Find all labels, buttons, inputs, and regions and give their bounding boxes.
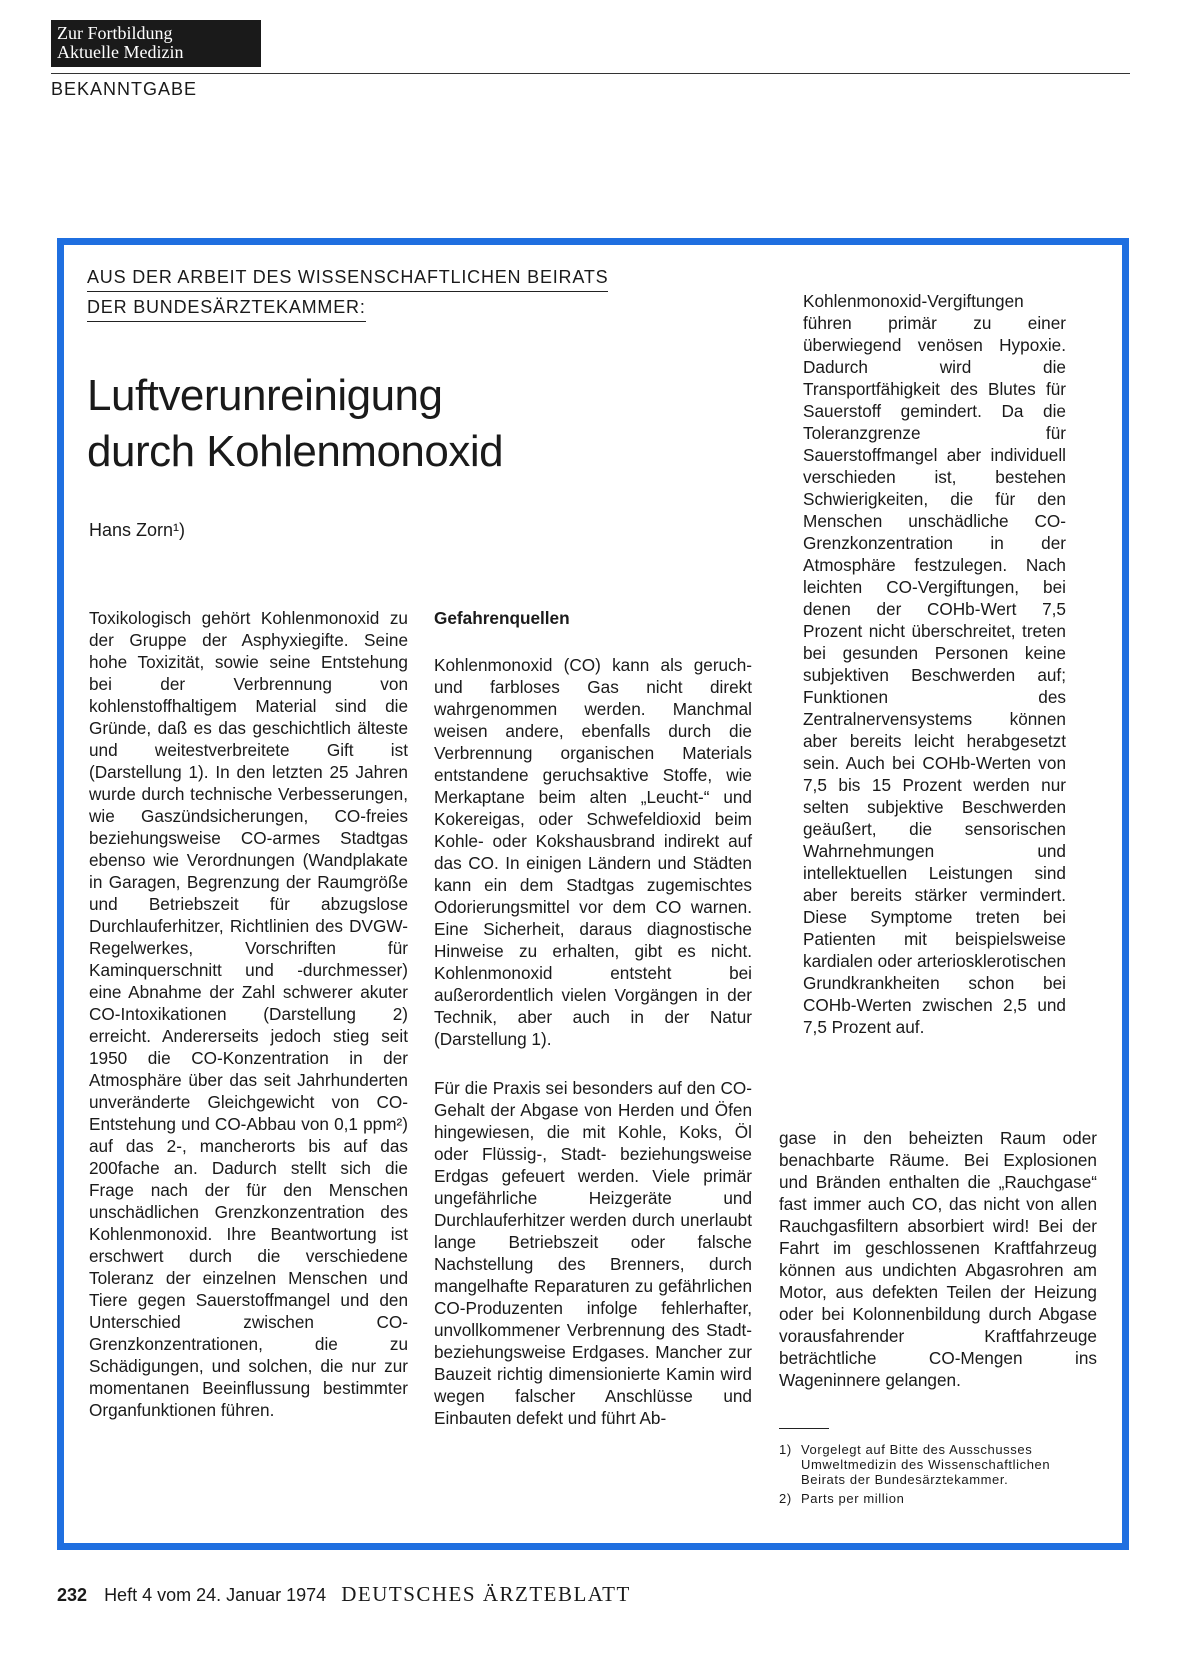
page-footer <box>57 1582 631 1607</box>
footnote-marker: 2) <box>779 1491 792 1506</box>
column-3-top <box>803 290 1066 1038</box>
column-1-text: Toxikologisch gehört Kohlenmonoxid zu der Gruppe der Asphyxiegifte. Seine hohe Toxizität, sowie seine Entstehung bei der Verbrennung von kohlenstoffhaltigem Material sind die Gründe, daß es das geschichtlich älteste und weitestverbreitete Gift ist (Darstellung 1). In den letzten 25 Jahren wurde durch technische Verbesserungen, wie Gaszündsicherungen, CO-freies beziehungsweise CO-armes Stadtgas ebenso wie Verordnungen (Wandplakate in Garagen, Begrenzung der Raumgröße und Betriebszeit für abzugslose Durchlauferhitzer, Richtlinien des DVGW-Regelwerkes, Vorschriften für Kaminquerschnitt und -durchmesser) eine Abnahme der Zahl schwerer akuter CO-Intoxikationen (Darstellung 2) erreicht. Andererseits jedoch stieg seit 1950 die CO-Konzentration in der Atmosphäre über das seit Jahrhunderten unveränderte Gleichgewicht von CO-Entstehung und CO-Abbau von 0,1 ppm²) auf das 2-, mancherorts bis auf das 200fache an. Dadurch stellt sich die Frage nach der für den Menschen unschädlichen Grenzkonzentration des Kohlenmonoxid. Ihre Beantwortung ist erschwert durch die verschiedene Toleranz der einzelnen Menschen und Tiere gegen Sauerstoffmangel und den Unterschied zwischen CO-Grenzkonzentrationen, die zu Schädigungen, und solchen, die nur zur momentanen Beeinflussung bestimmter Organfunktionen führen. <box>89 608 408 1420</box>
footnote-2 <box>779 1491 1097 1506</box>
column-2-paragraph-2: Für die Praxis sei besonders auf den CO-Gehalt der Abgase von Herden und Öfen hingewiesen, die mit Kohle, Koks, Öl oder Flüssig-, Stadt- beziehungsweise Erdgas gefeuert werden. Viele primär ungefährliche Heizgeräte und Durchlauferhitzer werden durch unerlaubt lange Betriebszeit oder falsche Nachstellung des Brenners, durch mangelhafte Reparaturen zu gefährlichen CO-Produzenten infolge fehlerhafter, unvollkommener Verbrennung des Stadt- beziehungsweise Erdgases. Mancher zur Bauzeit richtig dimensionierte Kamin wird wegen falscher Anschlüsse und Einbauten defekt und führt Ab- <box>434 1078 752 1428</box>
issue-info: Heft 4 vom 24. Januar 1974 <box>104 1585 327 1605</box>
page-number: 232 <box>57 1585 88 1605</box>
footnote-text: Vorgelegt auf Bitte des Ausschusses Umweltmedizin des Wissenschaftlichen Beirats der Bundesärztekammer. <box>801 1442 1051 1487</box>
column-2 <box>434 607 752 1429</box>
article-title <box>87 368 503 480</box>
footnote-marker: 1) <box>779 1442 792 1457</box>
column-2-paragraph-1: Kohlenmonoxid (CO) kann als geruch- und farbloses Gas nicht direkt wahrgenommen werden. Manchmal weisen andere, ebenfalls durch die Verbrennung organischen Materials entstandene geruchsaktive Stoffe, wie Merkaptane beim alten „Leucht-“ und Kokereigas, oder Schwefeldioxid beim Kohle- oder Kokshausbrand indirekt auf das CO. In einigen Ländern und Städten kann ein dem Stadtgas zugemischtes Odorierungsmittel vor dem CO warnen. Eine Sicherheit, daraus diagnostische Hinweise zu erhalten, gibt es nicht. Kohlenmonoxid entsteht bei außerordentlich vielen Vorgängen in der Technik, aber auch in der Natur (Darstellung 1). <box>434 655 752 1049</box>
column-3-top-text: Kohlenmonoxid-Vergiftungen führen primär zu einer überwiegend venösen Hypoxie. Dadurch wird die Transportfähigkeit des Blutes für Sauerstoff gemindert. Da die Toleranzgrenze für Sauerstoffmangel aber individuell verschieden ist, bestehen Schwierigkeiten, die für den Menschen unschädliche CO-Grenzkonzentration in der Atmosphäre festzulegen. Nach leichten CO-Vergiftungen, bei denen der COHb-Wert 7,5 Prozent nicht überschreitet, treten bei gesunden Personen keine subjektiven Beschwerden auf; Funktionen des Zentralnervensystems können aber bereits leicht herabgesetzt sein. Auch bei COHb-Werten von 7,5 bis 15 Prozent werden nur selten subjektive Beschwerden geäußert, die sensorischen Wahrnehmungen und intellektuellen Leistungen sind aber bereits stärker vermindert. Diese Symptome treten bei Patienten mit beispielsweise kardialen oder arteriosklerotischen Grundkrankheiten schon bei COHb-Werten zwischen 2,5 und 7,5 Prozent auf. <box>803 291 1066 1037</box>
footnote-1 <box>779 1442 1097 1487</box>
section-heading-gefahrenquellen: Gefahrenquellen <box>434 608 570 628</box>
top-rule <box>51 73 1130 74</box>
column-3-bottom-text: gase in den beheizten Raum oder benachbarte Räume. Bei Explosionen und Bränden enthalten die „Rauchgase“ fast immer auch CO, das nicht von allen Rauchgasfiltern absorbiert wird! Bei der Fahrt im geschlossenen Kraftfahrzeug können aus undichten Abgasrohren am Motor, aus defekten Teilen der Heizung oder bei Kolonnenbildung durch Abgase vorausfahrender Kraftfahrzeuge beträchtliche CO-Mengen ins Wageninnere gelangen. <box>779 1128 1097 1390</box>
footnote-text: Parts per million <box>801 1491 905 1506</box>
title-line1: Luftverunreinigung <box>87 371 443 420</box>
title-line2: durch Kohlenmonoxid <box>87 427 504 476</box>
column-1 <box>89 607 408 1421</box>
journal-name: DEUTSCHES ÄRZTEBLATT <box>341 1582 631 1606</box>
kicker-line1: AUS DER ARBEIT DES WISSENSCHAFTLICHEN BEIRATS <box>87 265 608 292</box>
article-kicker <box>87 265 608 325</box>
column-3-bottom <box>779 1127 1097 1391</box>
section-label <box>51 20 261 67</box>
section-label-line2: Aktuelle Medizin <box>57 42 184 62</box>
author: Hans Zorn¹) <box>89 520 186 540</box>
section-label-line1: Zur Fortbildung <box>57 23 173 43</box>
announcement-label: BEKANNTGABE <box>51 79 198 99</box>
footnote-rule <box>779 1428 829 1429</box>
kicker-line2: DER BUNDESÄRZTEKAMMER: <box>87 295 366 322</box>
footnotes <box>779 1442 1097 1510</box>
